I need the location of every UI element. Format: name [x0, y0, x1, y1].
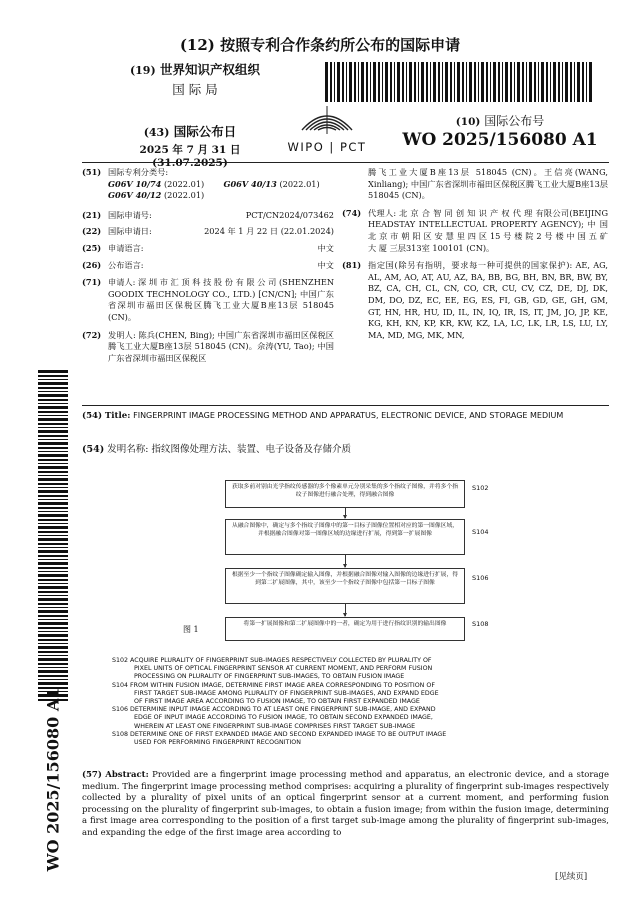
barcode-bar [38, 591, 68, 593]
wipo-emblem-icon [282, 100, 372, 138]
barcode-bar [38, 439, 68, 440]
title-en-code: (54) [82, 411, 103, 421]
app-date-value: 2024 年 1 月 22 日 (22.01.2024) [204, 226, 334, 237]
barcode-bar [38, 634, 68, 637]
barcode-bar [38, 475, 68, 476]
barcode-bar [418, 62, 419, 102]
header-divider [82, 162, 609, 163]
barcode-bar [397, 62, 400, 102]
wipo-logo [282, 100, 372, 160]
barcode-bar [38, 595, 68, 596]
pub-language-field [82, 260, 334, 272]
barcode-bar [514, 62, 515, 102]
title-zh-label: 发明名称: [107, 444, 149, 455]
barcode-bar [38, 442, 68, 445]
barcode-bar [38, 523, 68, 524]
barcode-bar [38, 370, 68, 373]
barcode-bar [38, 451, 68, 452]
legend-line: S104 FROM WITHIN FUSION IMAGE, DETERMINE FIRST IMAGE AREA CORRESPONDING TO POSITION OF [112, 681, 435, 689]
app-date-label: 国际申请日: [108, 226, 152, 237]
barcode-bar [38, 454, 68, 457]
barcode-bar [38, 651, 68, 653]
barcode-bar [390, 62, 392, 102]
barcode-bar [38, 502, 68, 505]
barcode-bar [334, 62, 335, 102]
legend-line: S102 ACQUIRE PLURALITY OF FINGERPRINT SUB-IMAGES RESPECTIVELY COLLECTED BY PLURALITY OF [112, 657, 432, 664]
barcode-bar [469, 62, 472, 102]
legend-line: PIXEL UNITS OF OPTICAL FINGERPRINT SENSOR AT CURRENT MOMENT, AND PERFORM FUSION [134, 665, 433, 673]
barcode-bar [38, 382, 68, 385]
barcode-bar [38, 571, 68, 572]
barcode-bar [38, 418, 68, 421]
barcode-bar [570, 62, 572, 102]
flow-step-s108: 将第一扩展图像和第二扩展图像中的一者，确定为用于进行指纹识别的输出图像 [225, 617, 465, 641]
barcode-bar [38, 567, 68, 569]
barcode-bar [38, 615, 68, 617]
org-bureau: 国 际 局 [172, 82, 218, 97]
filing-language-label: 申请语言: [108, 242, 144, 253]
barcode-bar [38, 447, 68, 449]
barcode-bar [330, 62, 332, 102]
barcode-bar [38, 427, 68, 428]
barcode-bar [349, 62, 352, 102]
barcode-bar [38, 547, 68, 548]
barcode-bar [38, 607, 68, 608]
barcode-bar [38, 619, 68, 620]
side-publication-number: WO 2025/156080 A1 [43, 687, 63, 872]
agent-text: 代理人: 北 京 合 智 同 创 知 识 产 权 代 理 有限公司(BEIJING HEADSTAY INTELLECTUAL PROPERTY AGENCY); 中 国 北 京 市 朝 阳 区 安 慧 里 四 区 15 号 楼 院 2 号 楼 中 国 五 矿 大 厦 三层313室 100101 (CN)。 [368, 207, 608, 253]
barcode-bar [574, 62, 575, 102]
wipo-logo-text: WIPO | PCT [287, 140, 367, 154]
title-zh-code: (54) [82, 444, 105, 455]
pub-date-value: 2025 年 7 月 31 日 (31.07.2025) [139, 144, 241, 169]
ipc-row [108, 190, 334, 202]
ipc-class: G06V 40/12 [108, 190, 162, 201]
barcode-bar [577, 62, 580, 102]
ipc-list [82, 179, 334, 202]
barcode-bar [462, 62, 464, 102]
barcode-bar [474, 62, 476, 102]
barcode-bar [38, 411, 68, 413]
flow-arrow [345, 555, 346, 567]
flow-step-id: S106 [472, 574, 489, 582]
barcode-bar [38, 667, 68, 668]
flow-step-id: S108 [472, 620, 489, 628]
barcode-bar [426, 62, 428, 102]
barcode-bar [385, 62, 388, 102]
barcode-bar [38, 387, 68, 389]
barcode-bar [38, 663, 68, 665]
barcode-bar [438, 62, 440, 102]
filing-language-value: 中文 [317, 242, 334, 253]
ipc-code: (51) [82, 167, 102, 177]
barcode-bar [450, 62, 452, 102]
barcode-bar [486, 62, 488, 102]
barcode-bar [538, 62, 539, 102]
barcode-bar [38, 543, 68, 545]
barcode-bar [38, 495, 68, 497]
flow-step-s102: 获取多前对别由光学指纹传感器的多个像素单元分别采集的多个指纹子图像，并将多个指纹子图像进行融合处理，得到融合图像 [225, 480, 465, 508]
ipc-class: G06V 10/74 [108, 178, 162, 189]
title-code: (12) [179, 36, 215, 54]
legend-line: WHEREIN AT LEAST ONE FINGERPRINT SUB-IMAGE COMPRISES FIRST TARGET SUB-IMAGE [134, 722, 416, 730]
barcode-bar [541, 62, 544, 102]
designated-states-text: 指定国(除另有指明，要求每一种可提供的国家保护): AE, AG, AL, AM, AO, AT, AU, AZ, BA, BB, BG, BH, BN, BR, BW, BY, BZ, CA, CH, CL, CN, CO, CR, CU, CV, CZ, DE, DJ, DK, DM, DO, DZ, EC, EE, EG, ES, FI, GB, GD, GE, GH, GM, GT, HN, HR, HU, ID, IL, IN, IQ, IR, IS, IT, JM, JO, JP, KE, KG, KH, KN, KP, KR, KW, KZ, LA, LC, LK, LR, LS, LU, LY, MA, MD, MG, MK, MN, [368, 260, 608, 340]
app-number-label: 国际申请号: [108, 209, 152, 220]
barcode-bar [414, 62, 416, 102]
app-date-code: (22) [82, 226, 102, 237]
barcode-bar [38, 535, 68, 536]
inventor-field [82, 330, 334, 365]
barcode-bar [38, 586, 68, 589]
barcode-bar [502, 62, 503, 102]
barcode-bar [38, 550, 68, 553]
barcode-bar [38, 562, 68, 565]
barcode-bar [565, 62, 568, 102]
barcode-bar [373, 62, 376, 102]
barcode-bar [394, 62, 395, 102]
title-text: 按照专利合作条约所公布的国际申请 [220, 36, 461, 54]
filing-language-field [82, 243, 334, 255]
barcode-bar [522, 62, 524, 102]
flow-arrow [345, 604, 346, 616]
flow-step-id: S102 [472, 484, 489, 492]
pub-number-block [390, 112, 610, 150]
ipc-version: (2022.01) [279, 178, 320, 189]
ipc-version: (2022.01) [163, 178, 205, 189]
barcode-bar [366, 62, 368, 102]
pub-language-label: 公布语言: [108, 259, 144, 270]
applicant-code: (71) [82, 277, 102, 288]
inventor-code: (72) [82, 329, 102, 340]
barcode-bar [406, 62, 407, 102]
pub-date-label: 国际公布日 [173, 124, 237, 139]
app-number-field [82, 210, 334, 222]
ipc-row [108, 179, 334, 191]
app-number-value: PCT/CN2024/073462 [245, 209, 334, 220]
barcode-bar [38, 643, 68, 644]
barcode-bar [409, 62, 412, 102]
side-barcode [38, 370, 68, 705]
pub-number-code: (10) [455, 116, 481, 128]
barcode-bar [546, 62, 548, 102]
continued-note: [见续页] [555, 872, 588, 882]
barcode-bar [517, 62, 520, 102]
barcode-bar [358, 62, 359, 102]
ipc-version: (2022.01) [163, 190, 205, 201]
barcode [325, 62, 595, 102]
barcode-bar [38, 583, 68, 584]
barcode-bar [38, 658, 68, 661]
document-title [0, 34, 640, 55]
abstract [82, 770, 609, 840]
barcode-bar [38, 574, 68, 577]
flow-arrow [345, 508, 346, 518]
barcode-bar [38, 511, 68, 512]
barcode-bar [442, 62, 443, 102]
barcode-bar [354, 62, 356, 102]
barcode-bar [38, 423, 68, 425]
figure-label: 图 1 [183, 625, 199, 634]
barcode-bar [38, 622, 68, 625]
barcode-bar [346, 62, 347, 102]
barcode-bar [38, 375, 68, 377]
barcode-bar [38, 415, 68, 416]
title-en-text: FINGERPRINT IMAGE PROCESSING METHOD AND APPARATUS, ELECTRONIC DEVICE, AND STORAGE MEDIUM [133, 411, 564, 420]
org-name: 世界知识产权组织 [160, 62, 261, 77]
barcode-bar [529, 62, 532, 102]
barcode-bar [38, 519, 68, 521]
barcode-bar [38, 483, 68, 485]
barcode-bar [466, 62, 467, 102]
barcode-bar [38, 463, 68, 464]
title-en-field [82, 410, 609, 423]
legend-line: PROCESSING ON PLURALITY OF FINGERPRINT SUB-IMAGES, TO OBTAIN FUSION IMAGE [134, 673, 405, 681]
pub-date-code: (43) [143, 126, 170, 139]
barcode-bar [370, 62, 371, 102]
barcode-bar [38, 403, 68, 404]
barcode-bar [337, 62, 340, 102]
barcode-bar [38, 610, 68, 613]
abstract-text: Provided are a fingerprint image processing method and apparatus, an electronic device, and a storage medium. The fingerprint image processing method comprises: acquiring a plurality of fingerprint sub-images respectively collected by a plurality of pixel units of an optical fingerprint sensor at a current moment, and performing fusion processing on the plurality of fingerprint sub-images, to obtain a fusion image; from within the fusion image, determining a first image area corresponding to the position of a first target sub-image among the plurality of fingerprint sub-images, and expanding the edge of the first image area according to [82, 770, 610, 838]
barcode-bar [505, 62, 508, 102]
barcode-bar [478, 62, 479, 102]
barcode-bar [38, 430, 68, 433]
barcode-bar [378, 62, 380, 102]
barcode-bar [38, 526, 68, 529]
barcode-bar [38, 559, 68, 560]
barcode-bar [38, 499, 68, 500]
agent-field [342, 208, 608, 254]
barcode-bar [38, 406, 68, 409]
barcode-bar [38, 603, 68, 605]
barcode-bar [586, 62, 587, 102]
barcode-bar [38, 379, 68, 380]
barcode-bar [457, 62, 460, 102]
title-zh-text: 指纹图像处理方法、装置、电子设备及存储介质 [151, 444, 351, 455]
barcode-bar [38, 670, 68, 673]
barcode-bar [38, 639, 68, 641]
barcode-bar [38, 466, 68, 469]
ipc-label: 国际专利分类号: [108, 167, 169, 177]
abstract-code: (57) [82, 770, 102, 780]
barcode-bar [325, 62, 328, 102]
barcode-bar [562, 62, 563, 102]
barcode-bar [550, 62, 551, 102]
barcode-bar [510, 62, 512, 102]
barcode-bar [553, 62, 556, 102]
barcode-bar [481, 62, 484, 102]
agent-code: (74) [342, 207, 362, 218]
barcode-bar [38, 478, 68, 481]
barcode-bar [38, 555, 68, 557]
barcode-bar [589, 62, 592, 102]
barcode-bar [38, 507, 68, 509]
org-code: (19) [129, 64, 156, 77]
legend-line: S108 DETERMINE ONE OF FIRST EXPANDED IMAGE AND SECOND EXPANDED IMAGE TO BE OUTPUT IMAGE [112, 730, 447, 738]
barcode-bar [38, 646, 68, 649]
legend-line: USED FOR PERFORMING FINGERPRINT RECOGNITION [134, 739, 301, 747]
designated-states-field [342, 260, 608, 341]
barcode-bar [38, 471, 68, 473]
filing-language-code: (25) [82, 242, 102, 253]
flow-step-s106: 根据至少一个指纹子图像确定输入图像，并根据融合图像对输入图像的边缘进行扩展，得到第二扩展图像，其中，该至少一个指纹子图像中包括第一目标子图像 [225, 568, 465, 604]
barcode-bar [38, 598, 68, 601]
abstract-label: Abstract: [105, 770, 149, 780]
barcode-bar [361, 62, 364, 102]
barcode-bar [433, 62, 436, 102]
figure-legend [112, 657, 602, 747]
barcode-bar [38, 399, 68, 401]
legend-line: EDGE OF INPUT IMAGE ACCORDING TO FUSION IMAGE, TO OBTAIN SECOND EXPANDED IMAGE, [134, 714, 433, 722]
pub-number-value: WO 2025/156080 A1 [402, 130, 598, 150]
barcode-bar [38, 538, 68, 541]
flow-step-id: S104 [472, 528, 489, 536]
barcode-bar [38, 655, 68, 656]
biblio-divider [82, 405, 609, 406]
barcode-bar [38, 531, 68, 533]
applicant-text: 申请人: 深 圳 市 汇 顶 科 技 股 份 有 限 公 司 (SHENZHEN GOODIX TECHNOLOGY CO., LTD.) [CN/CN]; 中国广东省深圳市福田区保税区腾飞工业大厦B座13层 518045 (CN)。 [108, 277, 334, 322]
inventor-text: 发明人: 陈兵(CHEN, Bing); 中国广东省深圳市福田区保税区腾飞工业大厦B座13层 518045 (CN)。佘涛(YU, Tao); 中国广东省深圳市福田区保税区 [108, 329, 334, 363]
barcode-bar [38, 459, 68, 461]
barcode-bar [490, 62, 491, 102]
title-en-label: Title: [104, 411, 131, 421]
app-date-field [82, 226, 334, 238]
biblio-left [82, 167, 334, 364]
legend-line: OF FIRST IMAGE AREA ACCORDING TO FUSION IMAGE, TO OBTAIN FIRST EXPANDED IMAGE [134, 698, 420, 706]
inventor-continued: 腾飞工业大厦B座13层 518045 (CN)。王信亮(WANG, Xinliang); 中国广东省深圳市福田区保税区腾飞工业大厦B座13层 518045 (CN)。 [368, 167, 608, 201]
barcode-bar [38, 435, 68, 437]
applicant-field [82, 277, 334, 323]
biblio-right [342, 167, 608, 341]
barcode-bar [402, 62, 404, 102]
designated-states-code: (81) [342, 260, 362, 271]
barcode-bar [38, 487, 68, 488]
barcode-bar [421, 62, 424, 102]
pub-number-label: 国际公布号 [484, 114, 545, 128]
app-number-code: (21) [82, 209, 102, 220]
barcode-bar [38, 514, 68, 517]
barcode-bar [38, 391, 68, 392]
barcode-bar [38, 394, 68, 397]
barcode-bar [454, 62, 455, 102]
barcode-bar [582, 62, 584, 102]
barcode-bar [534, 62, 536, 102]
barcode-bar [38, 490, 68, 493]
barcode-bar [445, 62, 448, 102]
ipc-class: G06V 40/13 [223, 178, 277, 189]
barcode-bar [498, 62, 500, 102]
legend-line: FIRST TARGET SUB-IMAGE AMONG PLURALITY OF FINGERPRINT SUB-IMAGES, AND EXPAND EDGE [134, 689, 439, 697]
legend-line: S106 DETERMINE INPUT IMAGE ACCORDING TO AT LEAST ONE FINGERPRINT SUB-IMAGE, AND EXPAND [112, 706, 436, 714]
pub-language-value: 中文 [317, 259, 334, 270]
barcode-bar [38, 579, 68, 581]
barcode-bar [526, 62, 527, 102]
barcode-bar [38, 631, 68, 632]
barcode-bar [493, 62, 496, 102]
barcode-bar [558, 62, 560, 102]
org-block [110, 60, 280, 98]
title-zh-field [82, 441, 609, 455]
barcode-bar [38, 627, 68, 629]
pub-language-code: (26) [82, 259, 102, 270]
flow-step-s104: 从融合图像中，确定与多个指纹子图像中的第一目标子图像位置相对应的第一图像区域，并根据融合图像对第一图像区域的边缘进行扩展，得到第一扩展图像 [225, 519, 465, 555]
barcode-bar [382, 62, 383, 102]
barcode-bar [430, 62, 431, 102]
barcode-bar [342, 62, 344, 102]
ipc-field [82, 167, 334, 179]
